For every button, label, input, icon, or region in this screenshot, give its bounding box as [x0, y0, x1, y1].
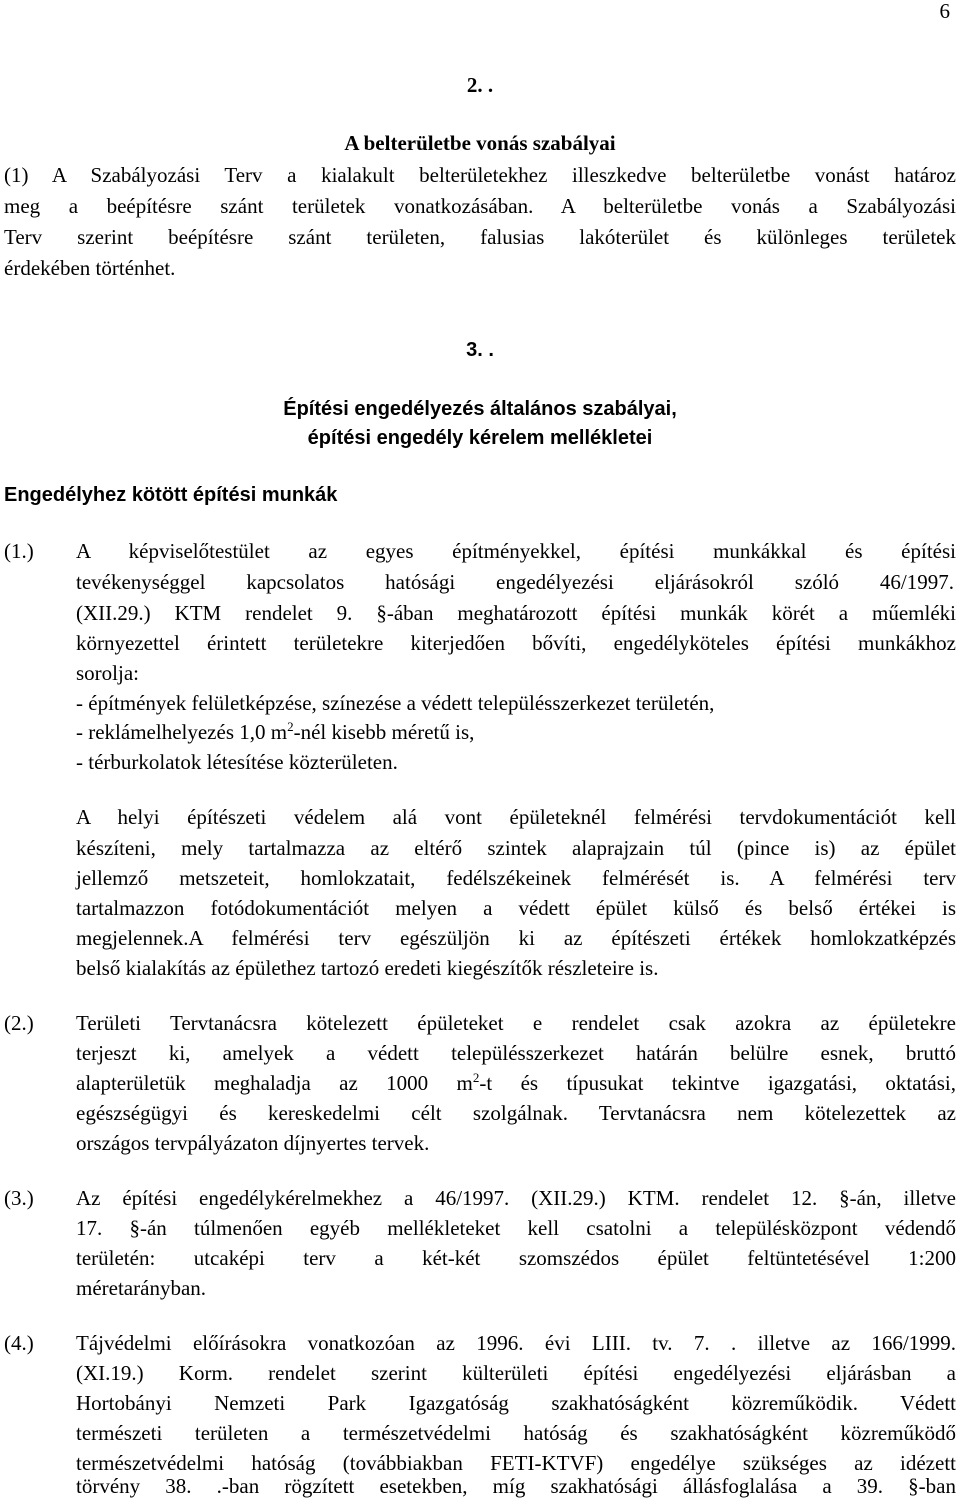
text-line: tartalmazzon fotódokumentációt melyen a védett épület külső és belső értékei is	[76, 896, 956, 920]
text-line: (XII.29.) KTM rendelet 9. §-ában meghatározott építési munkák körét a műemléki	[76, 601, 956, 625]
paragraph-number: (4.)	[4, 1331, 34, 1355]
section-2-number: 2. .	[466, 73, 494, 97]
text-line: érdekében történhet.	[4, 256, 176, 280]
text-line: sorolja:	[76, 661, 139, 685]
text-line: Hortobányi Nemzeti Park Igazgatóság szakhatóságként közreműködik. Védett	[76, 1391, 956, 1415]
page-number: 6	[939, 0, 950, 23]
text-line: természetvédelmi hatóság (továbbiakban FETI-KTVF) engedélye szükséges az idézett	[76, 1451, 956, 1475]
text-line: környezettel érintett területekre kiterjedően bővíti, engedélyköteles építési munkákhoz	[76, 631, 956, 655]
section-3-title: építési engedély kérelem mellékletei	[307, 427, 653, 449]
superscript: 2	[287, 719, 294, 734]
text-line: belső kialakítás az épülethez tartozó eredeti kiegészítők részleteire is.	[76, 956, 659, 980]
list-item: - építmények felületképzése, színezése a védett településszerkezet területén,	[76, 691, 715, 715]
subheading: Engedélyhez kötött építési munkák	[4, 484, 338, 506]
text-line: méretarányban.	[76, 1276, 207, 1300]
text-line: egészségügyi és kereskedelmi célt szolgálnak. Tervtanácsra nem kötelezettek az	[76, 1101, 956, 1125]
superscript: 2	[472, 1070, 480, 1085]
text-line: A helyi építészeti védelem alá vont épületeknél felmérési tervdokumentációt kell	[76, 805, 956, 829]
list-item: - térburkolatok létesítése közterületen.	[76, 750, 398, 774]
text-line: országos tervpályázaton díjnyertes tervek.	[76, 1131, 430, 1155]
list-item: - reklámelhelyezés 1,0 $m^2$-nél kisebb méretű is,	[76, 719, 475, 744]
text-line: tevékenységgel kapcsolatos hatósági engedélyezési eljárásokról szóló 46/1997.	[76, 570, 954, 594]
text-line: jellemző metszeteit, homlokzatait, fedélszékeinek felmérését is. A felmérési terv	[76, 866, 956, 890]
text-line: Területi Tervtanácsra kötelezett épületeket e rendelet csak azokra az épületekre	[76, 1011, 956, 1035]
text-line: területén: utcaképi terv a két-két szomszédos épület feltüntetésével 1:200	[76, 1246, 956, 1270]
text-line: terjeszt ki, amelyek a védett településszerkezet határán belülre esnek, bruttó	[76, 1041, 956, 1065]
text-line: Tájvédelmi előírásokra vonatkozóan az 1996. évi LIII. tv. 7. . illetve az 166/1999.	[76, 1331, 956, 1355]
text-line: A képviselőtestület az egyes építményekkel, építési munkákkal és építési	[76, 539, 956, 563]
text-line: természeti területen a természetvédelmi hatóság és szakhatóságként közreműködő	[76, 1421, 956, 1445]
section-3-number: 3. .	[466, 339, 494, 361]
text-line: Az építési engedélykérelmekhez a 46/1997. (XII.29.) KTM. rendelet 12. §-án, illetve	[76, 1186, 956, 1210]
text-line: meg a beépítésre szánt területek vonatkozásában. A belterületbe vonás a Szabályozási	[4, 194, 956, 218]
text-line: alapterületük meghaladja az 1000 $m^2-t$ és típusukat tekintve igazgatási, oktatási,	[76, 1070, 956, 1095]
text-line: (1) A Szabályozási Terv a kialakult belterületekhez illeszkedve belterületbe vonást határoz	[4, 163, 956, 187]
section-3-title: Építési engedélyezés általános szabályai,	[283, 398, 677, 420]
paragraph-number: (3.)	[4, 1186, 34, 1210]
paragraph-number: (1.)	[4, 539, 34, 563]
text-line: Terv szerint beépítésre szánt területen, falusias lakóterület és különleges területek	[4, 225, 956, 249]
text-line: törvény 38. .-ban rögzített esetekben, míg szakhatósági állásfoglalása a 39. §-ban	[76, 1474, 956, 1498]
section-2-title: A belterületbe vonás szabályai	[344, 131, 616, 155]
text-line: (XI.19.) Korm. rendelet szerint külterületi építési engedélyezési eljárásban a	[76, 1361, 956, 1385]
text-line: készíteni, mely tartalmazza az eltérő szintek alaprajzain túl (pince is) az épület	[76, 836, 956, 860]
text-line: 17. §-án túlmenően egyéb mellékleteket kell csatolni a településközpont védendő	[76, 1216, 956, 1240]
text-line: megjelennek.A felmérési terv egészüljön ki az építészeti értékek homlokzatképzés	[76, 926, 956, 950]
paragraph-number: (2.)	[4, 1011, 34, 1035]
